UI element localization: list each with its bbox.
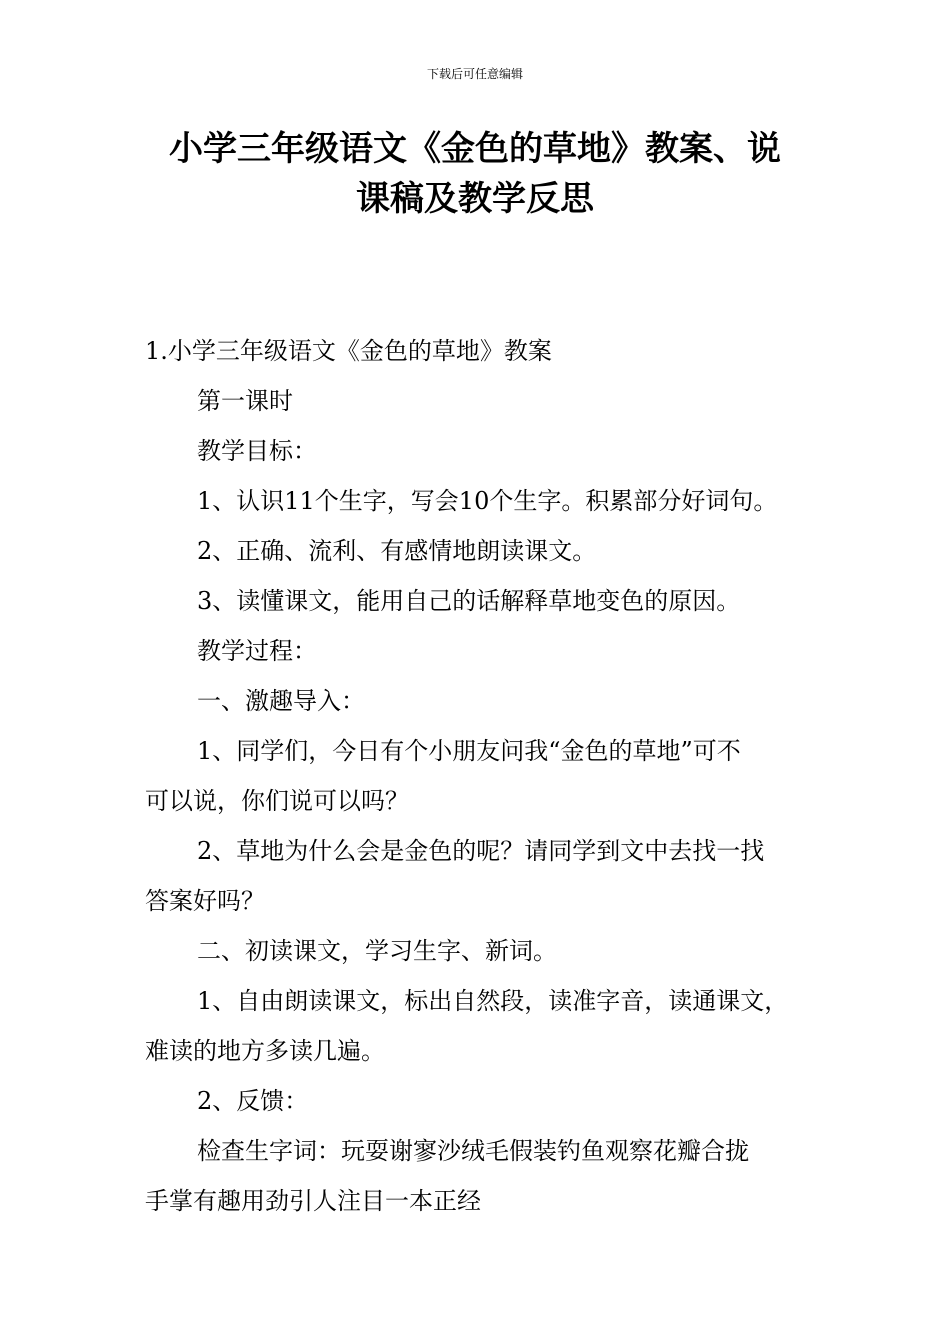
paragraph-line: 1、认识11个生字，写会10个生字。积累部分好词句。 bbox=[197, 487, 778, 515]
paragraph-line: 2、草地为什么会是金色的呢？请同学到文中去找一找 bbox=[197, 837, 765, 865]
paragraph-line: 教学过程： bbox=[197, 637, 317, 665]
header-note: 下载后可任意编辑 bbox=[426, 67, 523, 81]
paragraph-line: 第一课时 bbox=[197, 387, 293, 415]
document-body bbox=[145, 326, 815, 1226]
paragraph-line: 可以说，你们说可以吗？ bbox=[145, 787, 409, 815]
title-line-1: 小学三年级语文《金色的草地》教案、说 bbox=[169, 129, 781, 169]
paragraph-line: 答案好吗？ bbox=[145, 887, 265, 915]
paragraph-line: 1、自由朗读课文，标出自然段，读准字音，读通课文， bbox=[197, 987, 789, 1015]
paragraph-line: 2、反馈： bbox=[197, 1087, 309, 1115]
document-title bbox=[100, 124, 850, 224]
paragraph-line: 检查生字词：玩耍谢寥沙绒毛假装钓鱼观察花瓣合拢 bbox=[197, 1137, 749, 1165]
section-heading: 1.小学三年级语文《金色的草地》教案 bbox=[145, 337, 552, 365]
paragraph-line: 1、同学们，今日有个小朋友问我“金色的草地”可不 bbox=[197, 737, 741, 765]
paragraph-line: 2、正确、流利、有感情地朗读课文。 bbox=[197, 537, 597, 565]
paragraph-line: 教学目标： bbox=[197, 437, 317, 465]
paragraph-line: 3、读懂课文，能用自己的话解释草地变色的原因。 bbox=[197, 587, 741, 615]
paragraph-line: 手掌有趣用劲引人注目一本正经 bbox=[145, 1187, 481, 1215]
paragraph-line: 二、初读课文，学习生字、新词。 bbox=[197, 937, 557, 965]
paragraph-line: 一、激趣导入： bbox=[197, 687, 365, 715]
paragraph-line: 难读的地方多读几遍。 bbox=[145, 1037, 385, 1065]
title-line-2: 课稿及教学反思 bbox=[356, 179, 594, 219]
